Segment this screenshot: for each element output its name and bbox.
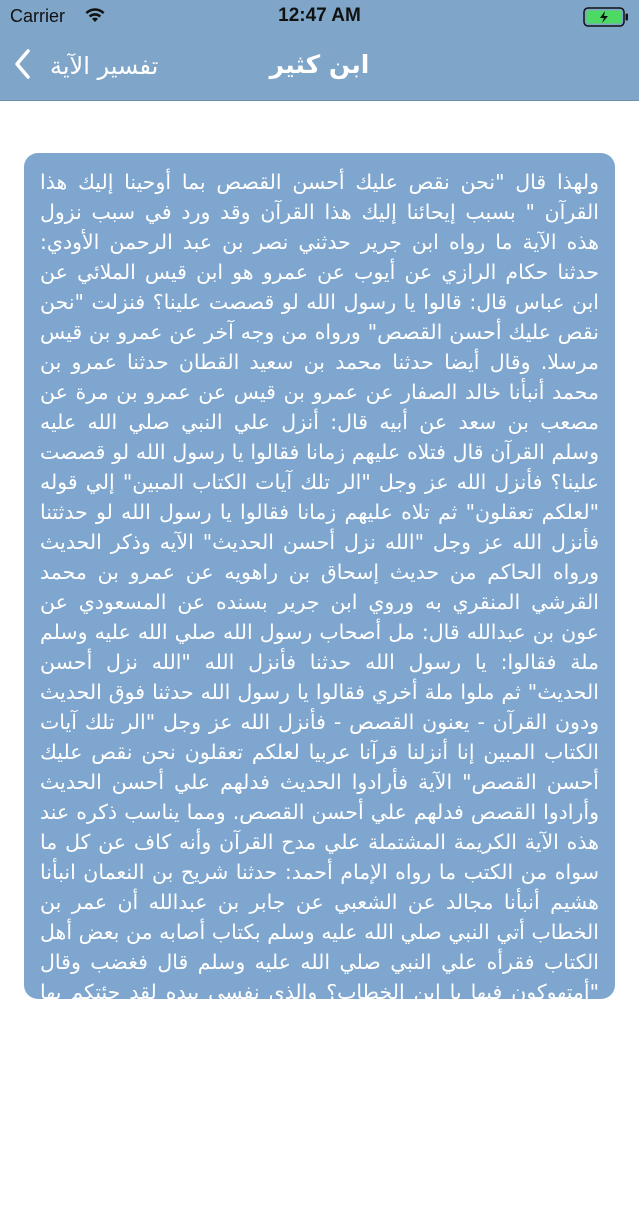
tafsir-text-card[interactable] xyxy=(24,153,615,1214)
battery-icon xyxy=(583,7,629,27)
status-bar xyxy=(0,0,639,34)
back-button-label: تفسير الآية xyxy=(50,52,159,80)
status-time: 12:47 AM xyxy=(278,5,361,26)
navigation-bar xyxy=(0,34,639,101)
tafsir-text: ولهذا قال "نحن نقص عليك أحسن القصص بما أوحينا إليك هذا القرآن " بسبب إيحائنا إليك هذا القرآن وقد ورد في سبب نزول هذه الآية ما رواه ابن جرير حدثني نصر بن عبد الرحمن الأودي: حدثنا حكام الرازي عن أيوب عن عمرو هو ابن قيس الملائي عن ابن عباس قال: قالوا يا رسول الله لو قصصت علينا؟ فنزلت "نحن نقص عليك أحسن القصص" ورواه من وجه آخر عن عمرو بن قيس مرسلا. وقال أيضا حدثنا محمد بن سعيد القطان حدثنا عمرو بن محمد أنبأنا خالد الصفار عن عمرو بن قيس عن عمرو بن مرة عن مصعب بن سعد عن أبيه قال: أنزل علي النبي صلي الله عليه وسلم القرآن قال فتلاه عليهم زمانا فقالوا يا رسول الله لو قصصت علينا؟ فأنزل الله عز وجل "الر تلك آيات الكتاب المبين" إلي قوله "لعلكم تعقلون" ثم تلاه عليهم زمانا فقالوا يا رسول الله لو حدثتنا فأنزل الله عز وجل "الله نزل أحسن الحديث" الآيه وذكر الحديث ورواه الحاكم من حديث إسحاق بن راهويه عن عمرو بن محمد القرشي المنقري به وروي ابن جرير بسنده عن المسعودي عن عون بن عبدالله قال: مل أصحاب رسول الله صلي الله عليه وسلم ملة فقالوا: يا رسول الله حدثنا فأنزل الله "الله نزل أحسن الحديث" ثم ملوا ملة أخري فقالوا يا رسول الله حدثنا فوق الحديث ودون القرآن - يعنون القصص - فأنزل الله عز وجل "الر تلك آيات الكتاب المبين إنا أنزلنا قرآنا عربيا لعلكم تعقلون نحن نقص عليك أحسن القصص" الآية فأرادوا الحديث فدلهم علي أحسن الحديث وأرادوا القصص فدلهم علي أحسن القصص. ومما يناسب ذكره عند هذه الآية الكريمة المشتملة علي مدح القرآن وأنه كاف عن كل ما سواه من الكتب ما رواه الإمام أحمد: حدثنا شريح بن النعمان انبأنا هشيم أنبأنا مجالد عن الشعبي عن جابر بن عبدالله أن عمر بن الخطاب أتي النبي صلي الله عليه وسلم بكتاب أصابه من بعض أهل الكتاب فقرأه علي النبي صلي الله عليه وسلم قال فغضب وقال "أمتهوكون فيها يا ابن الخطاب؟ والذي نفسي بيده لقد جئتكم بها بيضاء نقية لا تسألوهم عن شيء فيخبروكم بحق فتكذبونه أو بباطل فتصدقونه والذي نفسي بيده لو أن موسي كان حيا ما وسعه إلا أن يتبعني" وقال الإمام أحمد: حدثنا عبد الرزاق أنا سفيان عن جابر عن الشعبي عن عبدالله بن ثابت قال: جاء عمر إلي رسول الله صلي الله عليه وسلم فقال: يا رسول الله إني مررت بأخ لي من قريظة فكتب لي جوامع من التوراة ألا أعرضها عليك؟ قال فتغير وجه رسول xyxy=(40,170,599,1214)
carrier-label: Carrier xyxy=(10,6,66,26)
page-title: ابن كثير xyxy=(269,50,370,79)
